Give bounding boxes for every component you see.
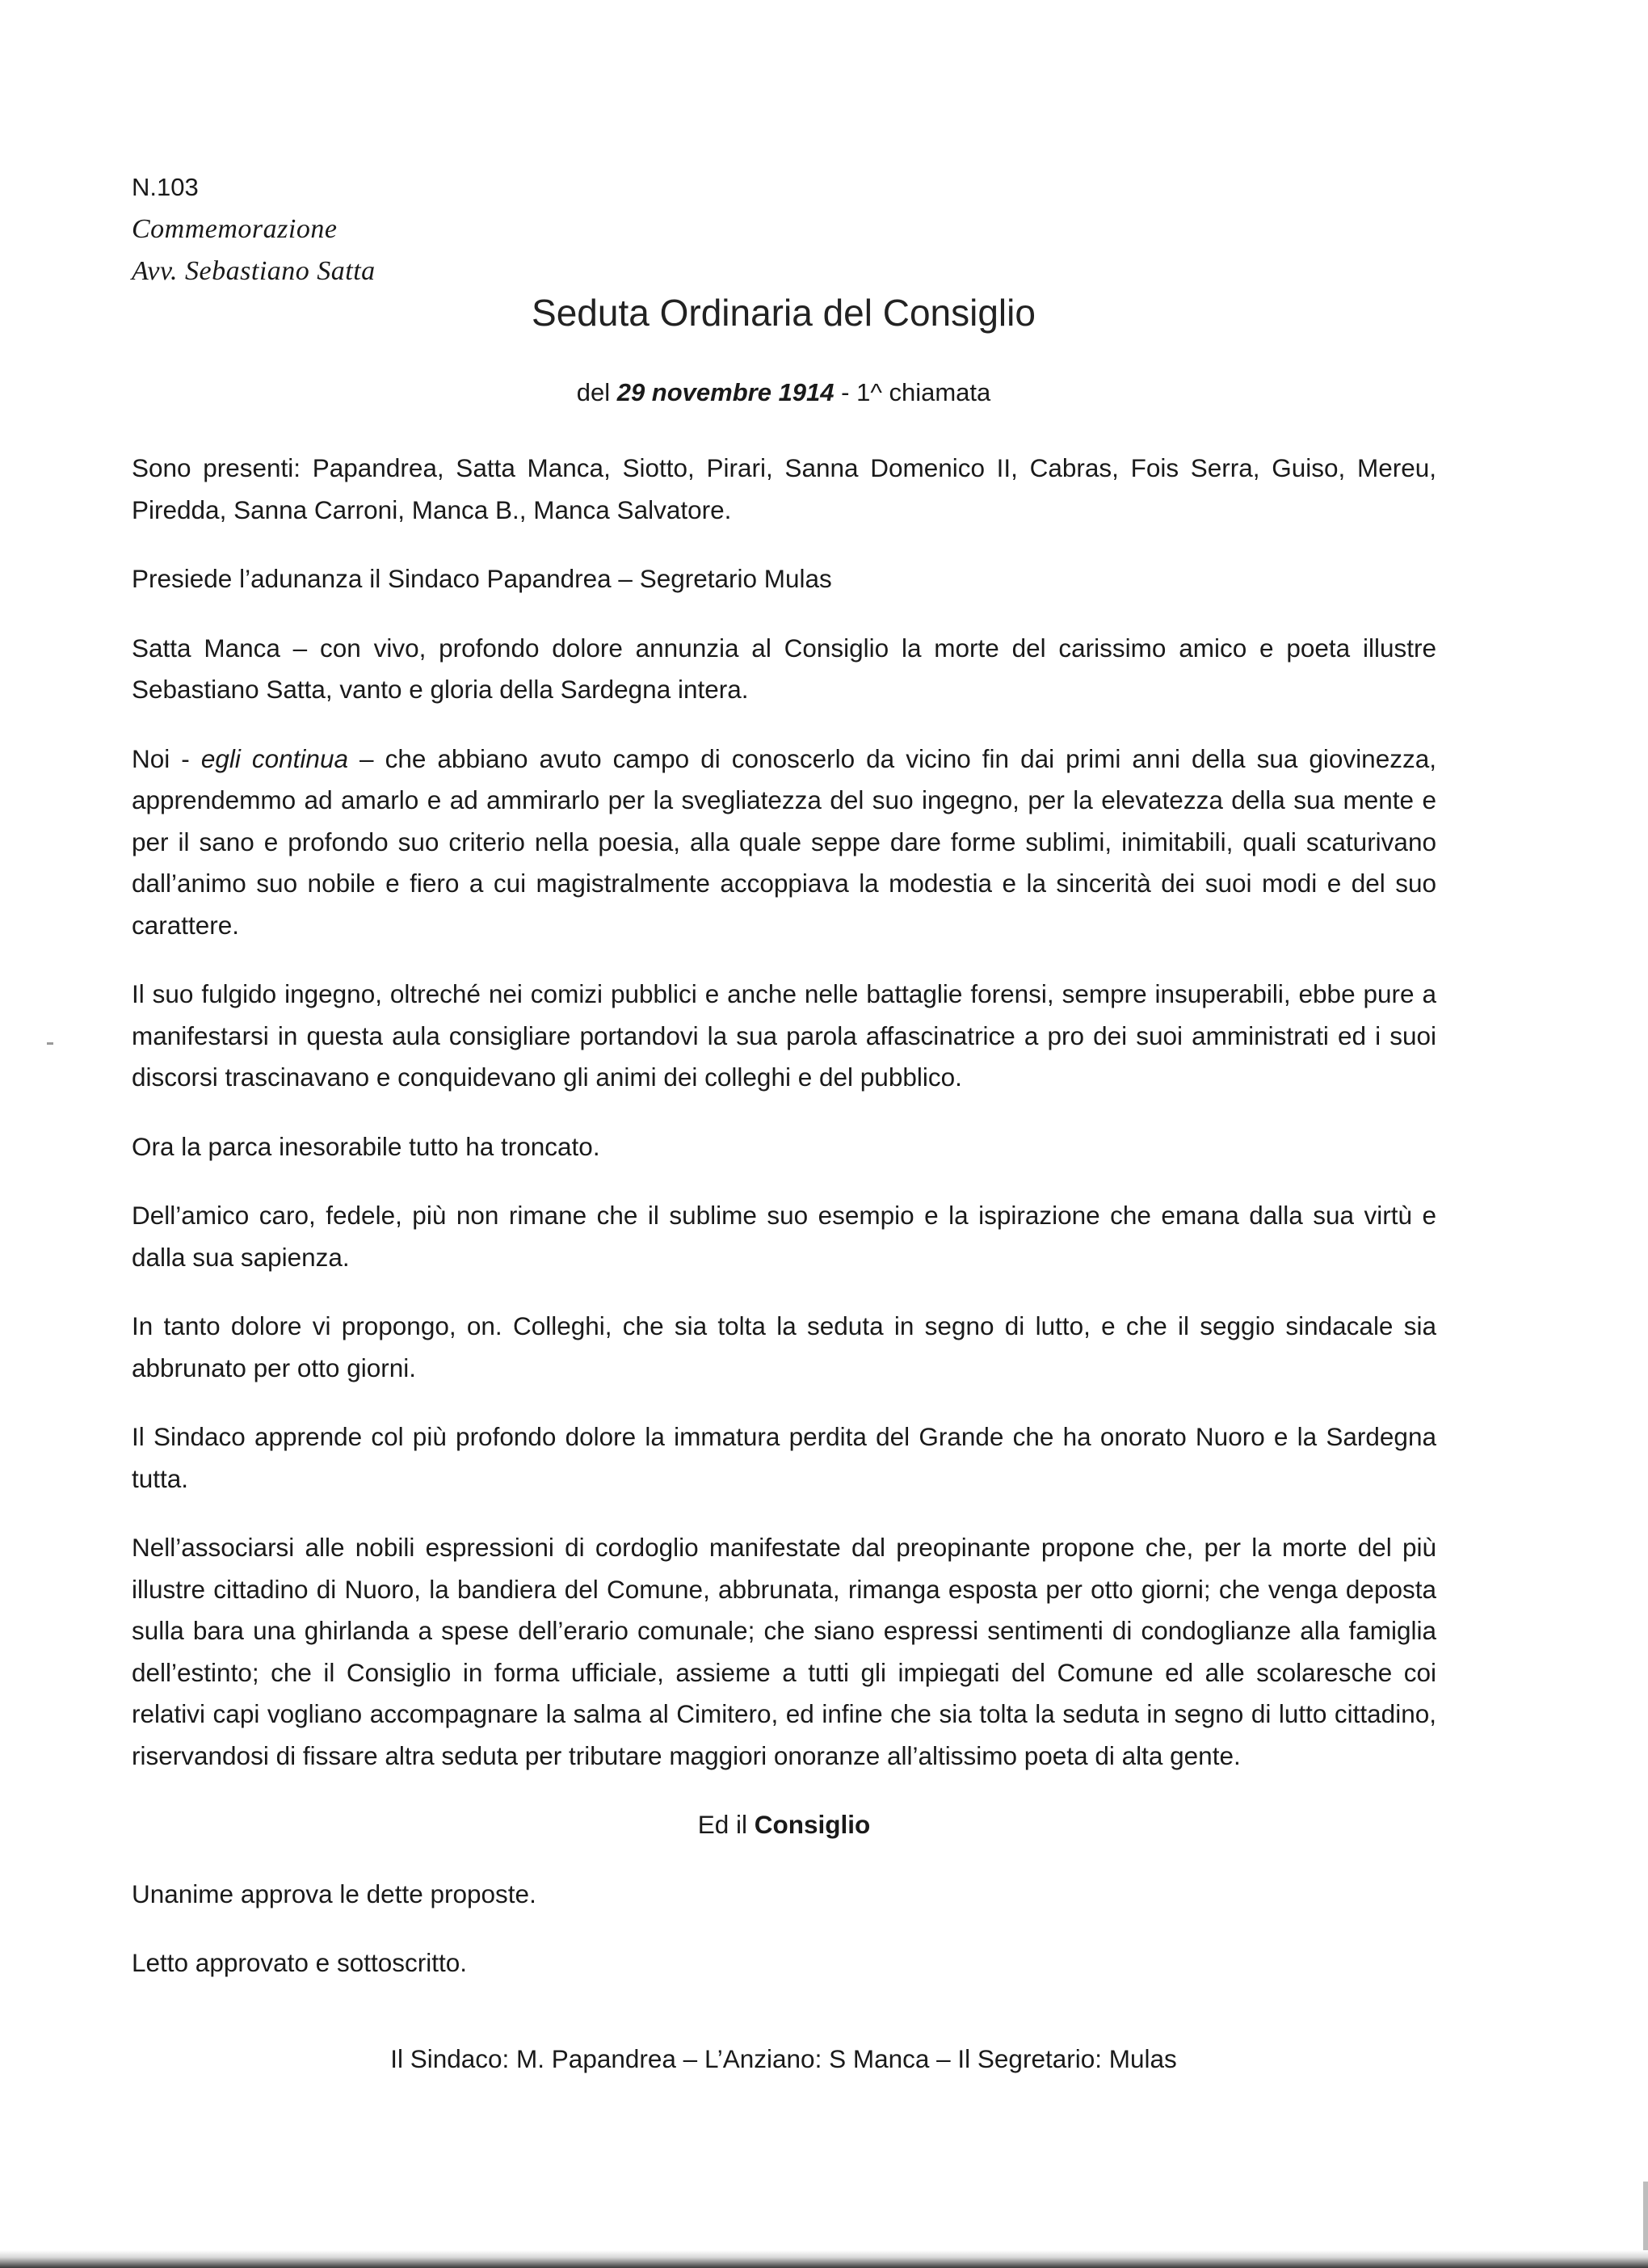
chair-paragraph: Presiede l’adunanza il Sindaco Papandrea – Segretario Mulas bbox=[132, 564, 832, 593]
signatures-line: Il Sindaco: M. Papandrea – L’Anziano: S Manca – Il Segretario: Mulas bbox=[390, 2044, 1177, 2073]
friend-paragraph: Dell’amico caro, fedele, più non rimane che il sublime suo esempio e la ispirazione che emana dalla sua virtù e dalla sua sapienza. bbox=[132, 1201, 1436, 1272]
tribute-italic: egli continua bbox=[200, 743, 348, 773]
tribute-rest: – che abbiano avuto campo di conoscerlo da vicino fin dai primi anni della sua giovinezza, apprendemmo ad amarlo e ad ammirarlo per la svegliatezza del suo ingegno, per la elevatezza della sua mente e per il sano e profondo suo criterio nella poesia, alla quale seppe dare forme sublimi, inimitabili, quali scaturivano dall’animo suo nobile e fiero a cui magistralmente accoppiava la modestia e la sincerità dei suoi modi e del suo carattere. bbox=[132, 743, 1436, 940]
resolution-paragraph: Nell’associarsi alle nobili espressioni di cordoglio manifestate dal preopinante propone che, per la morte del più illustre cittadino di Nuoro, la bandiera del Comune, abbrunata, rimanga esposta per otto giorni; che venga deposta sulla bara una ghirlanda a spese dell’erario comunale; che siano espressi sentimenti di condoglianze alla famiglia dell’estinto; che il Consiglio in forma ufficiale, assieme a tutti gli impiegati del Comune ed alle scolaresche coi relativi capi vogliano accompagnare la salma al Cimitero, ed infine che sia tolta la seduta in segno di lutto cittadino, riservandosi di fissare altra seduta per tributare maggiori onoranze all’altissimo poeta di alta gente. bbox=[132, 1533, 1436, 1770]
announcement-paragraph: Satta Manca – con vivo, profondo dolore annunzia al Consiglio la morte del carissimo amico e poeta illustre Sebastiano Satta, vanto e gloria della Sardegna intera. bbox=[132, 633, 1436, 704]
mayor-paragraph: Il Sindaco apprende col più profondo dolore la immatura perdita del Grande che ha onorato Nuoro e la Sardegna tutta. bbox=[132, 1422, 1436, 1493]
date-prefix: del bbox=[576, 378, 617, 406]
attendees-paragraph: Sono presenti: Papandrea, Satta Manca, Siotto, Pirari, Sanna Domenico II, Cabras, Fois Serra, Guiso, Mereu, Piredda, Sanna Carroni, Manca B., Manca Salvatore. bbox=[132, 453, 1436, 524]
document-header bbox=[132, 166, 376, 292]
session-date: 29 novembre 1914 bbox=[616, 378, 835, 406]
tribute-start: Noi - bbox=[132, 743, 201, 773]
signed-paragraph: Letto approvato e sottoscritto. bbox=[132, 1948, 467, 1977]
scan-edge-shadow-bottom bbox=[0, 2250, 1648, 2268]
subject-line-1: Commemorazione bbox=[132, 214, 338, 244]
proposal-paragraph: In tanto dolore vi propongo, on. Colleghi, che sia tolta la seduta in segno di lutto, e che il seggio sindacale sia abbrunato per otto giorni. bbox=[132, 1311, 1436, 1382]
date-suffix: - 1^ chiamata bbox=[834, 378, 991, 406]
council-prefix: Ed il bbox=[697, 1810, 755, 1839]
fate-paragraph: Ora la parca inesorabile tutto ha troncato. bbox=[132, 1131, 600, 1161]
council-line bbox=[132, 1804, 1436, 1846]
council-bold: Consiglio bbox=[754, 1810, 871, 1839]
document-title: Seduta Ordinaria del Consiglio bbox=[532, 292, 1036, 334]
minutes-body bbox=[132, 448, 1436, 2012]
scan-speck bbox=[47, 1042, 53, 1045]
tribute-paragraph bbox=[132, 738, 1436, 947]
ingenuity-paragraph: Il suo fulgido ingegno, oltreché nei comizi pubblici e anche nelle battaglie forensi, sempre insuperabili, ebbe pure a manifestarsi in questa aula consigliare portandovi la sua parola affascinatrice a pro dei suoi amministrati ed i suoi discorsi trascinavano e conquidevano gli animi dei colleghi e del pubblico. bbox=[132, 979, 1436, 1092]
approval-paragraph: Unanime approva le dette proposte. bbox=[132, 1879, 536, 1908]
subject-line-2: Avv. Sebastiano Satta bbox=[132, 256, 376, 286]
session-date-line bbox=[0, 378, 1567, 407]
document-number: N.103 bbox=[132, 173, 199, 201]
